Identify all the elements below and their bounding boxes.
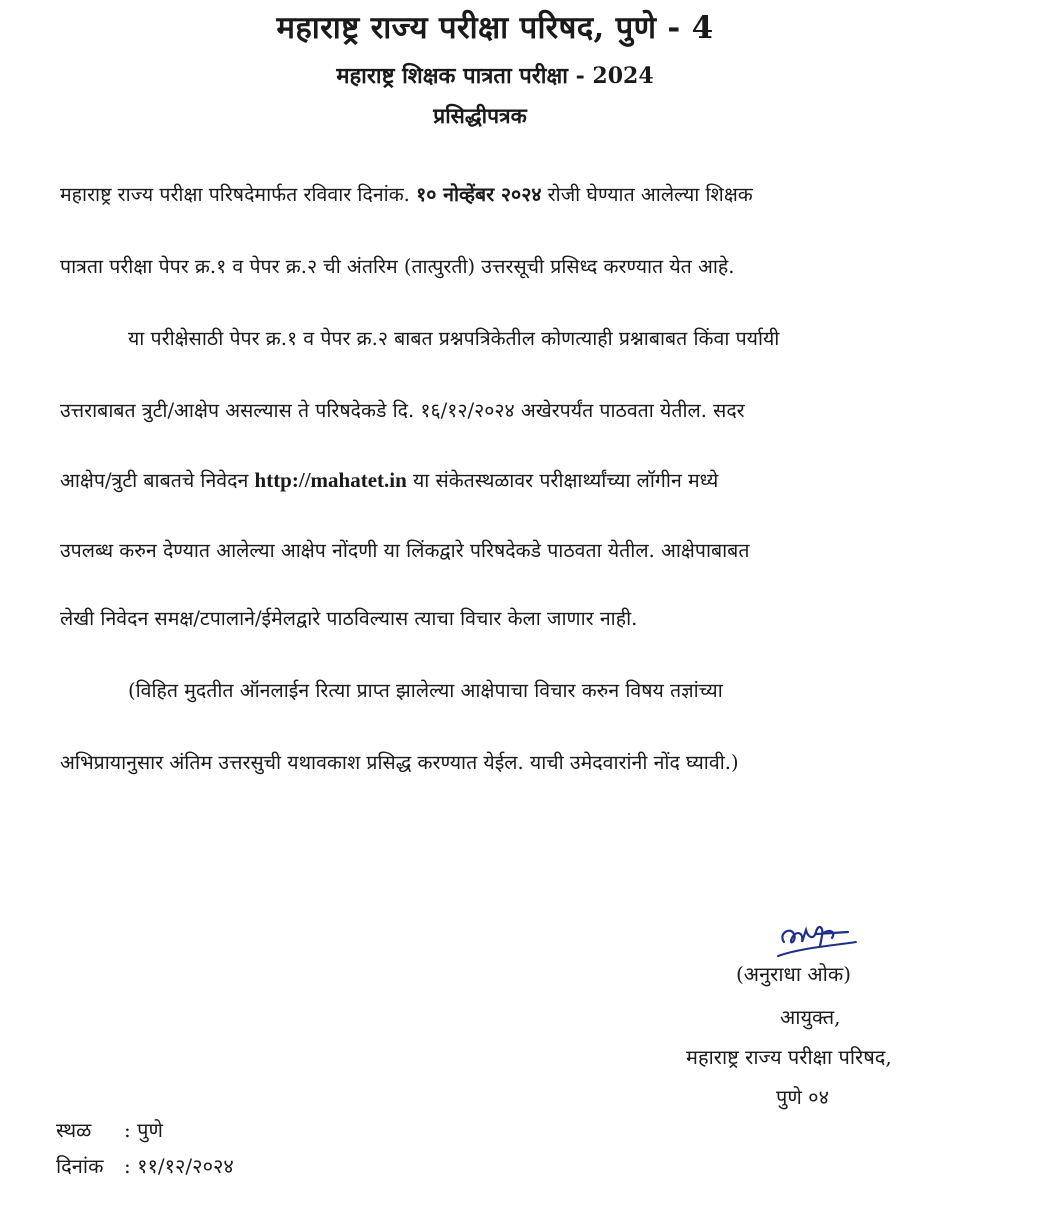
signatory-city: पुणे ०४ [776, 1085, 829, 1109]
signatory-name: (अनुराधा ओक) [736, 962, 852, 986]
text-segment: महाराष्ट्र राज्य परीक्षा परिषदेमार्फत रविवार दिनांक. [60, 183, 417, 206]
paragraph-2-line-4: उपलब्ध करुन देण्यात आलेल्या आक्षेप नोंदणी या लिंकद्वारे परिषदेकडे पाठवता येतील. आक्षेपाबाबत [60, 539, 750, 562]
place-label: स्थळ [56, 1118, 92, 1142]
exam-date: १० नोव्हेंबर २०२४ [416, 183, 542, 206]
place-value: : पुणे [124, 1118, 163, 1142]
exam-subtitle: महाराष्ट्र शिक्षक पात्रता परीक्षा - 2024 [336, 63, 654, 89]
paragraph-2-line-3 [60, 466, 718, 493]
signatory-designation: आयुक्त, [780, 1005, 841, 1029]
text-segment: या संकेतस्थळावर परीक्षार्थ्यांच्या लॉगीन मध्ये [406, 469, 719, 492]
text-segment: आक्षेप/त्रुटी बाबतचे निवेदन [60, 469, 255, 492]
paragraph-1-line-2: पात्रता परीक्षा पेपर क्र.१ व पेपर क्र.२ ची अंतरिम (तात्पुरती) उत्तरसूची प्रसिध्द करण्यात येत आहे. [60, 255, 735, 278]
paragraph-3-line-2: अभिप्रायानुसार अंतिम उत्तरसुची यथावकाश प्रसिद्ध करण्यात येईल. याची उमेदवारांनी नोंद घ्यावी.) [60, 751, 739, 774]
date-value: : ११/१२/२०२४ [124, 1154, 234, 1178]
paragraph-2-line-1: या परीक्षेसाठी पेपर क्र.१ व पेपर क्र.२ बाबत प्रश्नपत्रिकेतील कोणत्याही प्रश्नाबाबत किंवा पर्यायी [128, 327, 780, 350]
date-line [56, 1152, 234, 1179]
place-line [56, 1116, 163, 1143]
paragraph-2-line-2: उत्तराबाबत त्रुटी/आक्षेप असल्यास ते परिषदेकडे दि. १६/१२/२०२४ अखेरपर्यंत पाठवता येतील. सदर [60, 399, 745, 422]
signatory-organization: महाराष्ट्र राज्य परीक्षा परिषद, [686, 1045, 892, 1069]
text-segment: रोजी घेण्यात आलेल्या शिक्षक [541, 183, 753, 206]
paragraph-2-line-5: लेखी निवेदन समक्ष/टपालाने/ईमेलद्वारे पाठविल्यास त्याचा विचार केला जाणार नाही. [60, 607, 638, 630]
organization-title: महाराष्ट्र राज्य परीक्षा परिषद, पुणे - 4 [276, 10, 714, 46]
date-label: दिनांक [56, 1154, 104, 1178]
paragraph-1-line-1 [60, 180, 753, 207]
document-type: प्रसिद्धीपत्रक [433, 103, 527, 128]
website-link[interactable]: http://mahatet.in [254, 468, 407, 492]
paragraph-3-line-1: (विहित मुदतीत ऑनलाईन रित्या प्राप्त झालेल्या आक्षेपाचा विचार करुन विषय तज्ञांच्या [128, 679, 723, 702]
